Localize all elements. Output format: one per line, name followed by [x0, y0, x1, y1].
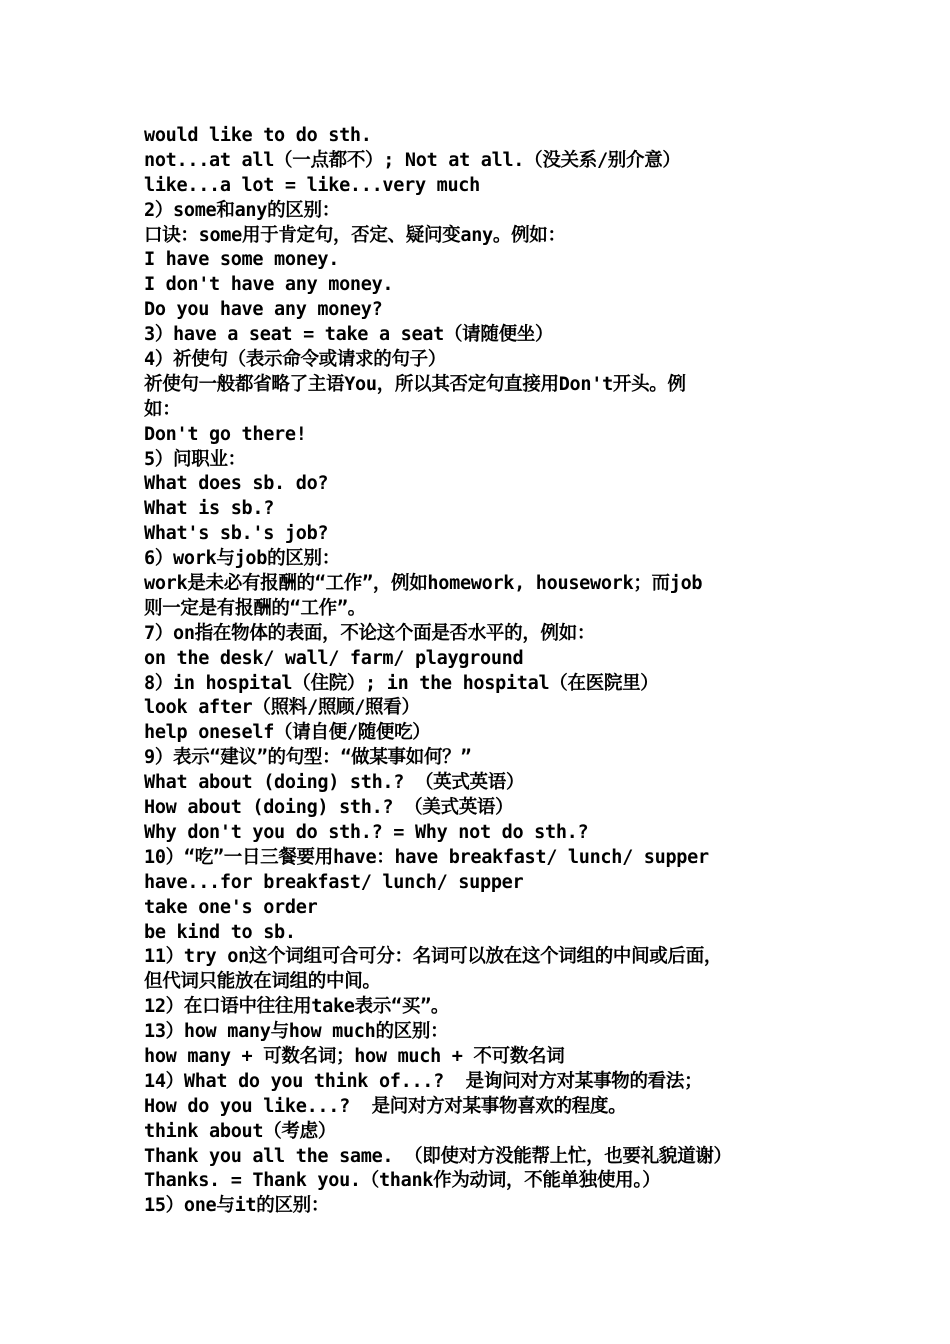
text-line: Thanks. = Thank you.（thank作为动词，不能单独使用。） [144, 1170, 661, 1192]
section-heading: 12）在口语中往往用take表示“买”。 [144, 996, 450, 1018]
text-line: would like to do sth. [144, 125, 372, 146]
text-line: like...a lot = like...very much [144, 174, 480, 196]
text-line: 则一定是有报酬的“工作”。 [144, 597, 366, 619]
text-line: look after（照料/照顾/照看） [144, 697, 420, 719]
example-line: I don't have any money. [144, 274, 394, 296]
example-line: What about (doing) sth.? （英式英语） [144, 772, 525, 794]
document-page [144, 124, 834, 1219]
section-heading: 2）some和any的区别： [144, 199, 340, 221]
text-line: 如： [144, 398, 181, 420]
example-line: Don't go there! [144, 423, 307, 445]
text-line: work是未必有报酬的“工作”，例如homework, housework；而job [144, 573, 703, 595]
section-heading: 3）have a seat = take a seat（请随便坐） [144, 324, 554, 346]
section-heading: 11）try on这个词组可合可分：名词可以放在这个词组的中间或后面， [144, 946, 723, 968]
example-line: Why don't you do sth.? = Why not do sth.? [144, 821, 589, 843]
example-line: What is sb.? [144, 498, 275, 520]
text-line: be kind to sb. [144, 921, 296, 943]
example-line: What's sb.'s job? [144, 523, 329, 545]
section-heading: 7）on指在物体的表面，不论这个面是否水平的，例如： [144, 622, 596, 644]
text-line: 但代词只能放在词组的中间。 [144, 971, 381, 993]
section-heading: 10）“吃”一日三餐要用have：have breakfast/ lunch/ supper [144, 846, 709, 868]
section-heading: 13）how many与how much的区别： [144, 1021, 449, 1043]
example-line: I have some money. [144, 249, 340, 271]
text-line: 祈使句一般都省略了主语You，所以其否定句直接用Don't开头。例 [144, 373, 686, 395]
text-line: have...for breakfast/ lunch/ supper [144, 871, 524, 893]
section-heading: 14）What do you think of...? 是询问对方对某事物的看法； [144, 1070, 703, 1092]
text-line: how many + 可数名词；how much + 不可数名词 [144, 1045, 565, 1067]
section-heading: 8）in hospital（住院）; in the hospital（在医院里） [144, 672, 659, 694]
section-heading: 6）work与job的区别： [144, 548, 340, 570]
text-line: help oneself（请自便/随便吃） [144, 722, 431, 744]
text-line: take one's order [144, 896, 318, 918]
section-heading: 5）问职业： [144, 448, 246, 470]
text-line: think about（考虑） [144, 1120, 337, 1142]
text-line: How do you like...? 是问对方对某事物喜欢的程度。 [144, 1095, 627, 1117]
example-line: What does sb. do? [144, 473, 329, 495]
text-line: Thank you all the same. （即使对方没能帮上忙，也要礼貌道谢） [144, 1145, 732, 1167]
example-line: on the desk/ wall/ farm/ playground [144, 647, 524, 669]
text-line: not...at all（一点都不）; Not at all.（没关系/别介意） [144, 149, 681, 171]
text-line: 口诀：some用于肯定句，否定、疑问变any。例如： [144, 224, 566, 246]
section-heading: 4）祈使句（表示命令或请求的句子） [144, 349, 447, 371]
section-heading: 9）表示“建议”的句型：“做某事如何？” [144, 747, 472, 769]
example-line: Do you have any money? [144, 299, 383, 321]
section-heading: 15）one与it的区别： [144, 1195, 330, 1217]
example-line: How about (doing) sth.? （美式英语） [144, 797, 514, 819]
